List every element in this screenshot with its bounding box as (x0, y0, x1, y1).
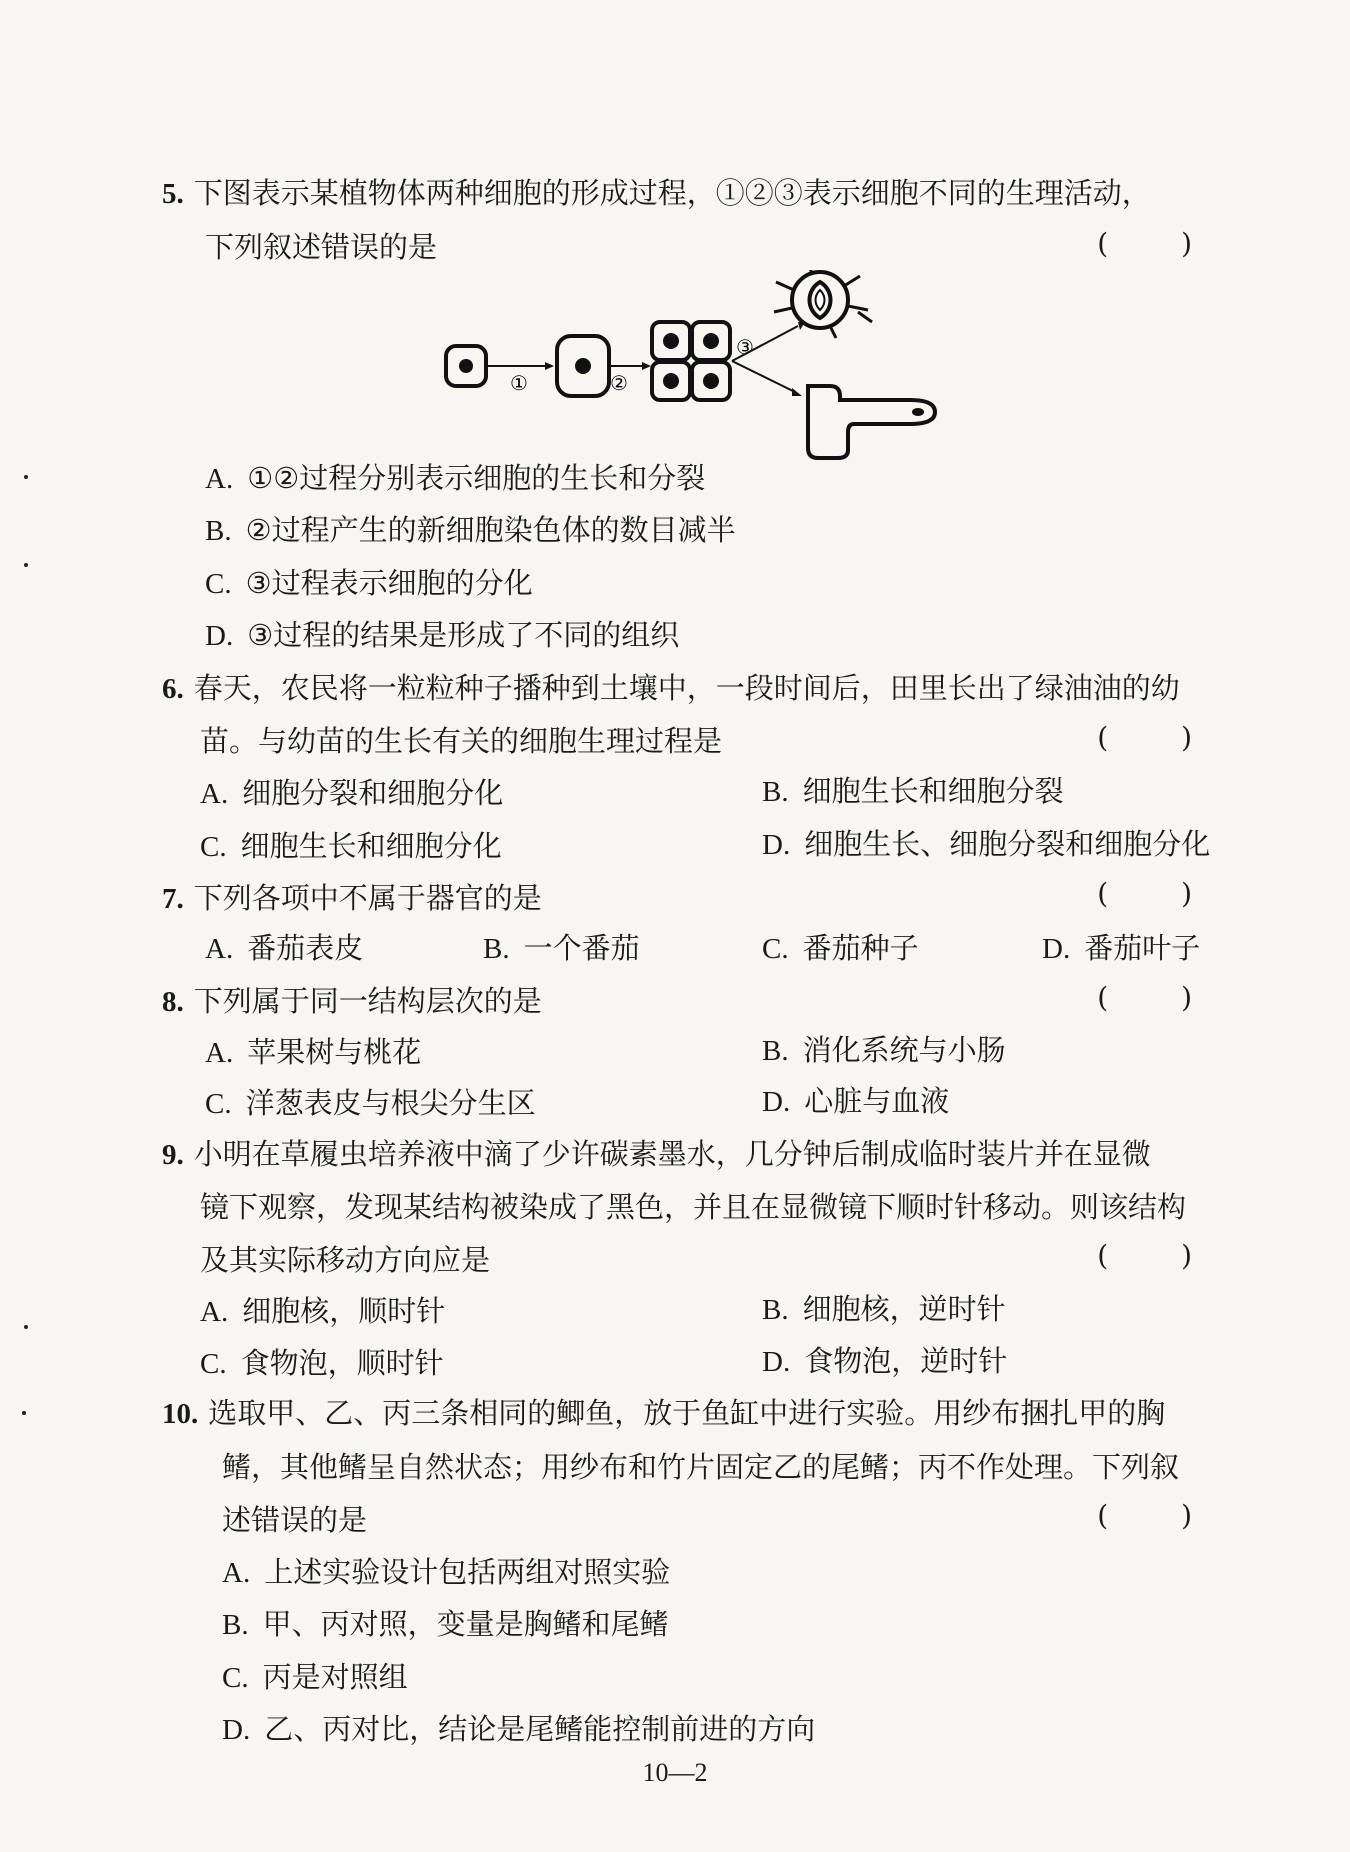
label-2: ② (610, 371, 628, 395)
q9-stem-line3: 及其实际移动方向应是 (200, 1243, 491, 1277)
q9-answer-paren: ( ) (1097, 1239, 1224, 1272)
q10-option-c: C. 丙是对照组 (222, 1660, 408, 1694)
q9-stem-line2: 镜下观察，发现某结构被染成了黑色，并且在显微镜下顺时针移动。则该结构 (200, 1190, 1187, 1224)
q10-stem-line1: 10. 选取甲、乙、丙三条相同的鲫鱼，放于鱼缸中进行实验。用纱布捆扎甲的胸 (162, 1396, 1166, 1430)
scan-speck (22, 1411, 26, 1415)
arrow-3-down (732, 361, 795, 392)
q9-number: 9. (162, 1139, 184, 1171)
root-hair-cell (808, 386, 935, 458)
scan-speck (24, 563, 28, 567)
q10-number: 10. (162, 1398, 199, 1430)
q6-stem-line2: 苗。与幼苗的生长有关的细胞生理过程是 (200, 724, 723, 758)
q9-option-c: C. 食物泡，顺时针 (200, 1346, 444, 1380)
stoma-cell (774, 270, 872, 338)
label-1: ① (510, 371, 528, 395)
q5-option-d: D. ③过程的结果是形成了不同的组织 (205, 618, 680, 652)
q5-option-a: A. ①②过程分别表示细胞的生长和分裂 (205, 461, 706, 495)
q8-stem: 8. 下列属于同一结构层次的是 (162, 984, 542, 1018)
cell-division-diagram (430, 270, 950, 470)
q8-option-d: D. 心脏与血液 (762, 1084, 950, 1118)
q10-stem-line2: 鳍，其他鳍呈自然状态；用纱布和竹片固定乙的尾鳍；丙不作处理。下列叙 (222, 1450, 1180, 1484)
q6-option-d: D. 细胞生长、细胞分裂和细胞分化 (762, 827, 1211, 861)
q10-option-a: A. 上述实验设计包括两组对照实验 (222, 1555, 671, 1589)
q5-number: 5. (162, 178, 184, 210)
nucleus (575, 358, 591, 374)
q6-option-c: C. 细胞生长和细胞分化 (200, 829, 502, 863)
four-cell-group (652, 322, 730, 400)
q10-answer-paren: ( ) (1097, 1499, 1224, 1532)
q7-stem: 7. 下列各项中不属于器官的是 (162, 881, 542, 915)
q7-option-b: B. 一个番茄 (483, 931, 640, 965)
q9-option-a: A. 细胞核，顺时针 (200, 1294, 446, 1328)
q6-stem-line1: 6. 春天，农民将一粒粒种子播种到土壤中，一段时间后，田里长出了绿油油的幼 (162, 671, 1180, 705)
q10-option-b: B. 甲、丙对照，变量是胸鳍和尾鳍 (222, 1607, 669, 1641)
label-3: ③ (736, 335, 754, 359)
q8-option-a: A. 苹果树与桃花 (205, 1035, 422, 1069)
q8-number: 8. (162, 986, 184, 1018)
q5-stem-line1: 5. 下图表示某植物体两种细胞的形成过程，①②③表示细胞不同的生理活动， (162, 176, 1151, 210)
q10-stem-line3: 述错误的是 (222, 1503, 368, 1537)
q7-option-a: A. 番茄表皮 (205, 931, 364, 965)
scan-speck (24, 475, 28, 479)
q6-number: 6. (162, 673, 184, 705)
q9-stem-line1: 9. 小明在草履虫培养液中滴了少许碳素墨水，几分钟后制成临时装片并在显微 (162, 1137, 1151, 1171)
q9-option-b: B. 细胞核，逆时针 (762, 1292, 1006, 1326)
q7-number: 7. (162, 883, 184, 915)
q5-answer-paren: ( ) (1097, 227, 1224, 260)
nucleus (459, 359, 473, 373)
q10-option-d: D. 乙、丙对比，结论是尾鳍能控制前进的方向 (222, 1712, 816, 1746)
q6-answer-paren: ( ) (1097, 721, 1224, 754)
q8-answer-paren: ( ) (1097, 981, 1224, 1014)
page-number: 10—2 (642, 1758, 708, 1787)
q6-option-a: A. 细胞分裂和细胞分化 (200, 776, 504, 810)
q5-stem-line2: 下列叙述错误的是 (205, 230, 438, 264)
q7-option-c: C. 番茄种子 (762, 931, 919, 965)
q8-option-b: B. 消化系统与小肠 (762, 1033, 1006, 1067)
q7-answer-paren: ( ) (1097, 877, 1224, 910)
scan-speck (24, 1325, 28, 1329)
q8-option-c: C. 洋葱表皮与根尖分生区 (205, 1086, 536, 1120)
q5-option-c: C. ③过程表示细胞的分化 (205, 566, 533, 600)
q9-option-d: D. 食物泡，逆时针 (762, 1344, 1008, 1378)
q7-option-d: D. 番茄叶子 (1042, 931, 1201, 965)
q5-option-b: B. ②过程产生的新细胞染色体的数目减半 (205, 513, 736, 547)
q6-option-b: B. 细胞生长和细胞分裂 (762, 774, 1064, 808)
